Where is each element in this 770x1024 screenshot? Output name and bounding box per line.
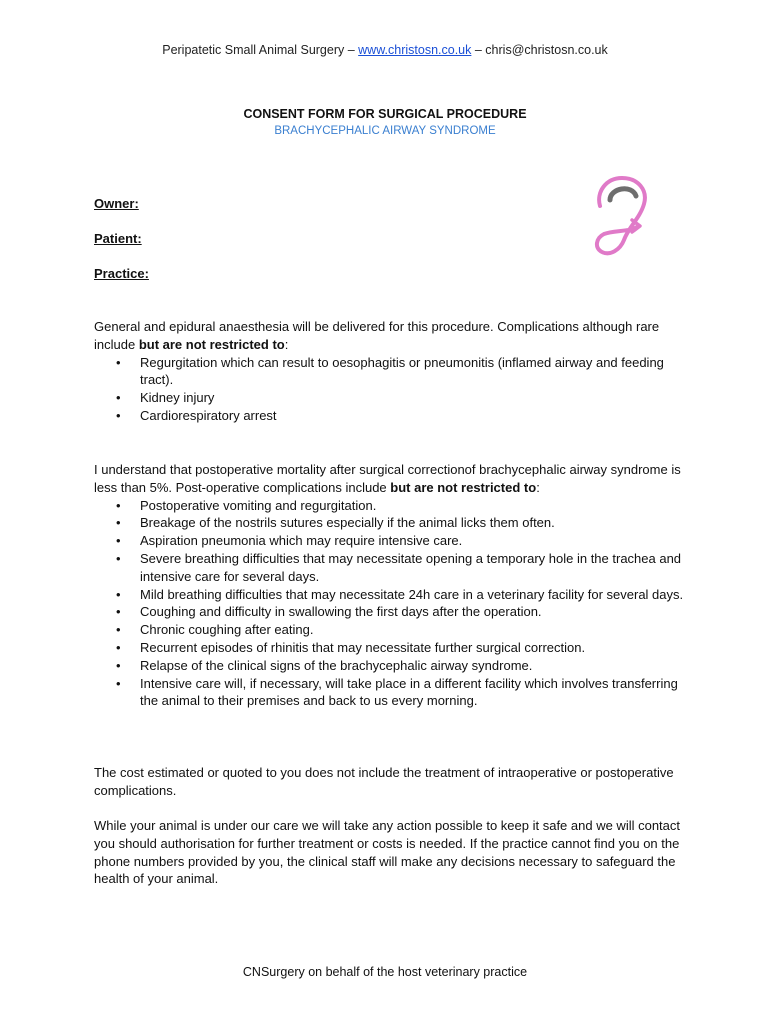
website-link[interactable]: www.christosn.co.uk: [358, 43, 472, 57]
postoperative-intro-end: :: [536, 479, 540, 495]
anaesthesia-intro-end: :: [284, 336, 289, 352]
postoperative-section: [94, 461, 684, 710]
page-footer: CNSurgery on behalf of the host veterinary practice: [242, 965, 528, 979]
postoperative-intro-text: I understand that postoperative mortality after surgical correctionof brachycephalic airway syndrome is less than 5%. Post-operative complications include: [94, 462, 681, 495]
anaesthesia-section: [94, 318, 684, 425]
list-item: • Coughing and difficulty in swallowing the first days after the operation.: [94, 603, 684, 621]
list-item: • Postoperative vomiting and regurgitation.: [94, 497, 684, 515]
header-separator: –: [471, 43, 486, 57]
list-item: • Cardiorespiratory arrest: [94, 407, 684, 425]
anaesthesia-intro: [94, 318, 684, 354]
postoperative-complications-list: [94, 497, 684, 711]
practice-field-label: Practice:: [94, 266, 149, 281]
care-section: [94, 817, 684, 888]
page-header: [0, 43, 770, 57]
header-prefix: Peripatetic Small Animal Surgery –: [162, 43, 359, 57]
list-item: • Breakage of the nostrils sutures especially if the animal licks them often.: [94, 514, 684, 532]
list-item: • Aspiration pneumonia which may require intensive care.: [94, 532, 684, 550]
cost-section: [94, 764, 684, 800]
list-item: • Relapse of the clinical signs of the brachycephalic airway syndrome.: [94, 657, 684, 675]
form-subtitle: BRACHYCEPHALIC AIRWAY SYNDROME: [274, 125, 496, 137]
patient-field-label: Patient:: [94, 231, 142, 246]
owner-field-label: Owner:: [94, 196, 139, 211]
email-address: chris@christosn.co.uk: [485, 43, 608, 57]
cost-paragraph: The cost estimated or quoted to you does not include the treatment of intraoperative or postoperative complications.: [94, 765, 674, 798]
list-item: • Recurrent episodes of rhinitis that may necessitate further surgical correction.: [94, 639, 684, 657]
anaesthesia-intro-text: General and epidural anaesthesia will be delivered for this procedure. Complications although rare include: [94, 319, 660, 352]
postoperative-intro-bold: but are not restricted to: [390, 479, 537, 495]
list-item: • Chronic coughing after eating.: [94, 621, 684, 639]
anaesthesia-intro-bold: but are not restricted to: [138, 336, 285, 352]
list-item: • Severe breathing difficulties that may necessitate opening a temporary hole in the trachea and intensive care for several days.: [94, 550, 684, 586]
list-item: • Intensive care will, if necessary, will take place in a different facility which involves transferring the animal to their premises and back to us every morning.: [94, 675, 684, 711]
care-paragraph: While your animal is under our care we will take any action possible to keep it safe and we will contact you should authorisation for further treatment or costs is needed. If the practice cannot find you on the phone numbers provided by you, the clinical staff will make any decisions necessary to safeguard the health of your animal.: [94, 818, 681, 887]
postoperative-intro: [94, 461, 684, 497]
list-item: • Kidney injury: [94, 389, 684, 407]
list-item: • Regurgitation which can result to oesophagitis or pneumonitis (inflamed airway and feeding tract).: [94, 354, 684, 390]
cnsurgery-logo-icon: [588, 172, 666, 260]
list-item: • Mild breathing difficulties that may necessitate 24h care in a veterinary facility for several days.: [94, 586, 684, 604]
form-title: CONSENT FORM FOR SURGICAL PROCEDURE: [243, 107, 527, 121]
anaesthesia-complications-list: [94, 354, 684, 425]
